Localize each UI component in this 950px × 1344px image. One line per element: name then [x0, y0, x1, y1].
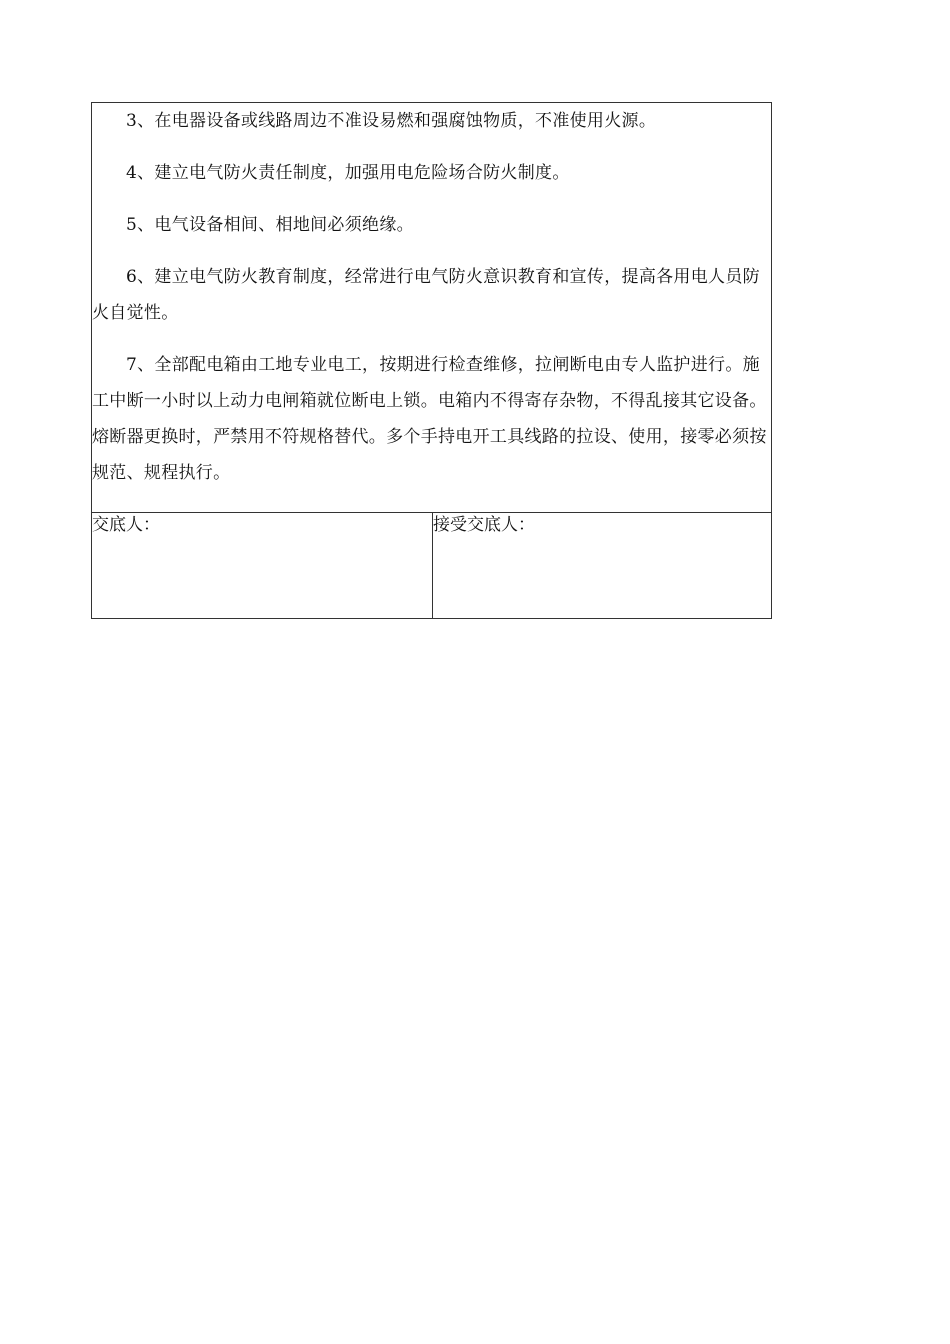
- disclosure-table: [91, 102, 772, 619]
- discloser-label: 交底人：: [92, 515, 160, 535]
- content-cell: [92, 103, 772, 513]
- signature-row: [92, 513, 772, 619]
- list-item: 4、建立电气防火责任制度，加强用电危险场合防火制度。: [126, 163, 570, 183]
- list-item: 6、建立电气防火教育制度，经常进行电气防火意识教育和宣传，提高各用电人员防火自觉性。: [92, 267, 760, 323]
- list-item: 7、全部配电箱由工地专业电工，按期进行检查维修，拉闸断电由专人监护进行。施工中断一小时以上动力电闸箱就位断电上锁。电箱内不得寄存杂物，不得乱接其它设备。熔断器更换时，严禁用不符规格替代。多个手持电开工具线路的拉设、使用，接零必须按规范、规程执行。: [92, 355, 767, 483]
- list-item: 5、电气设备相间、相地间必须绝缘。: [126, 215, 414, 235]
- discloser-cell: [92, 513, 433, 619]
- receiver-label: 接受交底人：: [433, 515, 535, 535]
- list-item: 3、在电器设备或线路周边不准设易燃和强腐蚀物质，不准使用火源。: [126, 111, 657, 131]
- content-row: [92, 103, 772, 513]
- receiver-cell: [433, 513, 772, 619]
